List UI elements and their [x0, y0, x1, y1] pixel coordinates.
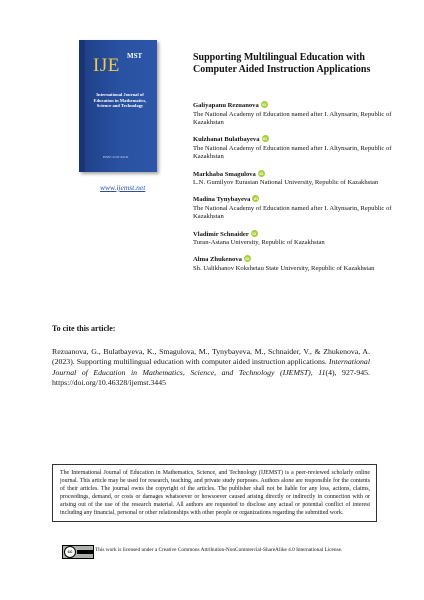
author-name: Markhaba Smagulova	[193, 170, 256, 178]
cover-issn: ISSN: 2147-611X	[103, 155, 129, 159]
journal-logo	[93, 53, 145, 79]
author-entry	[193, 230, 408, 248]
author-entry	[193, 195, 408, 222]
citation-journal: International Journal of Education in Mathematics, Science, and Technology (IJEMST), 11	[52, 357, 370, 377]
author-name: Alma Zhukenova	[193, 256, 242, 264]
cc-icon: cc	[64, 546, 76, 558]
cc-license-badge[interactable]	[62, 545, 94, 559]
orcid-icon[interactable]: iD	[252, 230, 257, 236]
author-affiliation: The National Academy of Education named after I. Altynsarin, Republic of Kazakhstan	[193, 144, 392, 161]
author-affiliation: Sh. Ualikhanov Kokshetau State University, Republic of Kazakhstan	[193, 264, 375, 272]
author-name: Kulzhanat Bulatbayeva	[193, 136, 260, 144]
author-list	[193, 101, 408, 281]
author-name: Galiyapanu Rezuanova	[193, 102, 259, 109]
journal-cover-image	[79, 40, 157, 172]
article-title: Supporting Multilingual Education with Computer Aided Instruction Applications	[193, 52, 371, 75]
by-nc-sa-icons	[77, 550, 93, 554]
author-entry	[193, 255, 408, 273]
license-footer	[62, 545, 392, 557]
author-affiliation: The National Academy of Education named after I. Altynsarin, Republic of Kazakhstan	[193, 110, 392, 127]
orcid-icon[interactable]: iD	[259, 170, 264, 176]
citation-text	[52, 347, 370, 388]
author-entry	[193, 101, 408, 128]
cover-title: International Journal of Education in Mathematics, Science and Technology	[93, 92, 147, 109]
author-name: Madina Tynybayeva	[193, 196, 251, 204]
author-affiliation: The National Academy of Education named after I. Altynsarin, Republic of Kazakhstan	[193, 204, 392, 221]
author-name: Vladimir Schnaider	[193, 230, 249, 238]
orcid-icon[interactable]: iD	[262, 102, 267, 107]
author-entry	[193, 170, 408, 188]
license-text: This work is licensed under a Creative Commons Attribution-NonCommercial-ShareAlike 4.0 International License.	[95, 547, 343, 553]
cover-spine	[79, 40, 85, 172]
logo-ije: IJE	[93, 55, 120, 76]
author-affiliation: L.N. Gumilyov Eurasian National University, Republic of Kazakhstan	[193, 179, 379, 187]
author-entry	[193, 135, 408, 162]
cite-heading: To cite this article:	[52, 324, 116, 333]
citation-part-2: (4), 927-945. https://doi.org/10.46328/ijemst.3445	[52, 367, 370, 387]
citation-part-1: Rezuanova, G., Bulatbayeva, K., Smagulova, M., Tynybayeva, M., Schnaider, V., & Zhukenova, A. (2023). Supporting multilingual education with computer aided instruction applications.	[52, 347, 370, 367]
orcid-icon[interactable]: iD	[263, 136, 267, 142]
publisher-notice: The International Journal of Education in Mathematics, Science, and Technology (IJEMST) is a peer-reviewed scholarly online journal. This article may be used for research, teaching, and private study purposes. Authors alone are responsible for the contents of their articles. The journal owns the copyright of the articles. The publisher shall not be liable for any loss, actions, claims, proceedings, demand, or costs or damages whatsoever or howsoever caused arising directly or indirectly in connection with or arising out of the use of the research material. All authors are requested to disclose any actual or potential conflict of interest including any financial, personal or other relationships with other people or organizations regarding the submitted work.	[52, 464, 377, 522]
logo-mst: MST	[127, 52, 143, 60]
journal-website-link[interactable]: www.ijemst.net	[100, 183, 146, 192]
orcid-icon[interactable]: iD	[245, 256, 250, 262]
author-affiliation: Turan-Astana University, Republic of Kazakhstan	[193, 239, 325, 247]
orcid-icon[interactable]: iD	[253, 196, 258, 202]
